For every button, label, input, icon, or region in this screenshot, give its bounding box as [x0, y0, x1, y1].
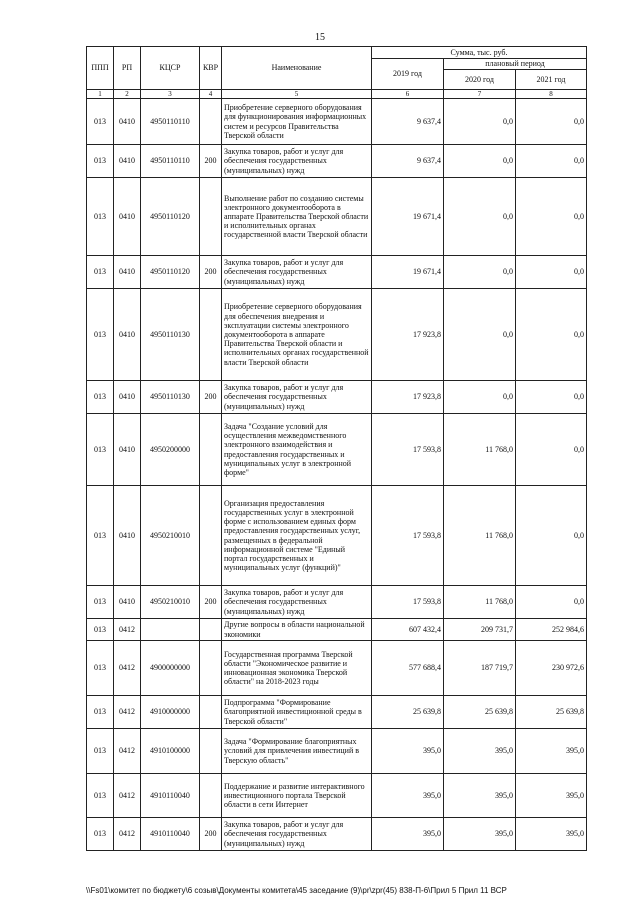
amount-2020-cell: 395,0	[444, 818, 516, 851]
ppp-cell: 013	[87, 486, 114, 586]
rp-cell: 0412	[114, 619, 141, 641]
rp-cell: 0412	[114, 818, 141, 851]
column-index-cell: 2	[114, 90, 141, 99]
ksr-cell: 4900000000	[141, 641, 200, 696]
amount-2020-cell: 11 768,0	[444, 414, 516, 486]
kvr-cell: 200	[200, 256, 222, 289]
amount-2019-cell: 395,0	[372, 729, 444, 774]
rp-cell: 0410	[114, 289, 141, 381]
kvr-cell	[200, 289, 222, 381]
col-kvr-header: КВР	[200, 47, 222, 90]
ppp-cell: 013	[87, 414, 114, 486]
table-row	[87, 619, 587, 641]
amount-2021-cell: 0,0	[516, 99, 587, 145]
amount-2020-cell: 0,0	[444, 145, 516, 178]
ppp-cell: 013	[87, 729, 114, 774]
ksr-cell: 4950110120	[141, 256, 200, 289]
amount-2021-cell: 0,0	[516, 289, 587, 381]
amount-2019-cell: 19 671,4	[372, 256, 444, 289]
ppp-cell: 013	[87, 818, 114, 851]
table-row	[87, 729, 587, 774]
amount-2020-cell: 0,0	[444, 256, 516, 289]
table-row	[87, 818, 587, 851]
kvr-cell	[200, 696, 222, 729]
kvr-cell	[200, 619, 222, 641]
amount-2019-cell: 607 432,4	[372, 619, 444, 641]
ksr-cell: 4950200000	[141, 414, 200, 486]
ppp-cell: 013	[87, 586, 114, 619]
column-index-row	[87, 90, 587, 99]
column-index-cell: 8	[516, 90, 587, 99]
amount-2021-cell: 0,0	[516, 256, 587, 289]
rp-cell: 0410	[114, 178, 141, 256]
amount-2021-cell: 0,0	[516, 381, 587, 414]
amount-2021-cell: 395,0	[516, 818, 587, 851]
kvr-cell	[200, 486, 222, 586]
amount-2019-cell: 17 923,8	[372, 289, 444, 381]
ksr-cell: 4910110040	[141, 818, 200, 851]
amount-2020-cell: 0,0	[444, 289, 516, 381]
rp-cell: 0412	[114, 696, 141, 729]
amount-2019-cell: 395,0	[372, 774, 444, 818]
table-row	[87, 586, 587, 619]
column-index-cell: 7	[444, 90, 516, 99]
amount-2021-cell: 0,0	[516, 586, 587, 619]
table-row	[87, 178, 587, 256]
amount-2020-cell: 209 731,7	[444, 619, 516, 641]
amount-2021-cell: 0,0	[516, 486, 587, 586]
kvr-cell: 200	[200, 818, 222, 851]
name-cell: Приобретение серверного оборудования для обеспечения внедрения и эксплуатации системы электронного документооборота в аппарате Правительства Тверской области и исполнительных органах государственной власти Тверской области	[222, 289, 372, 381]
table-body	[87, 99, 587, 851]
amount-2019-cell: 9 637,4	[372, 145, 444, 178]
col-rp-header: РП	[114, 47, 141, 90]
planned-period-header: плановый период	[444, 59, 587, 70]
kvr-cell	[200, 414, 222, 486]
rp-cell: 0410	[114, 99, 141, 145]
kvr-cell: 200	[200, 381, 222, 414]
kvr-cell: 200	[200, 145, 222, 178]
name-cell: Государственная программа Тверской области "Экономическое развитие и инновационная экономика Тверской области" на 2018-2023 годы	[222, 641, 372, 696]
amount-2019-cell: 17 593,8	[372, 486, 444, 586]
amount-2019-cell: 17 593,8	[372, 586, 444, 619]
column-index-cell: 3	[141, 90, 200, 99]
rp-cell: 0412	[114, 774, 141, 818]
table-row	[87, 774, 587, 818]
table-row	[87, 486, 587, 586]
amount-2021-cell: 395,0	[516, 774, 587, 818]
amount-2019-cell: 9 637,4	[372, 99, 444, 145]
year-2021-header: 2021 год	[516, 70, 587, 90]
amount-2020-cell: 0,0	[444, 178, 516, 256]
ppp-cell: 013	[87, 641, 114, 696]
rp-cell: 0410	[114, 381, 141, 414]
rp-cell: 0412	[114, 641, 141, 696]
name-cell: Закупка товаров, работ и услуг для обеспечения государственных (муниципальных) нужд	[222, 256, 372, 289]
ksr-cell	[141, 619, 200, 641]
rp-cell: 0410	[114, 586, 141, 619]
amount-2020-cell: 395,0	[444, 729, 516, 774]
kvr-cell	[200, 729, 222, 774]
name-cell: Закупка товаров, работ и услуг для обеспечения государственных (муниципальных) нужд	[222, 818, 372, 851]
amount-2020-cell: 395,0	[444, 774, 516, 818]
ksr-cell: 4910100000	[141, 729, 200, 774]
rp-cell: 0410	[114, 256, 141, 289]
ppp-cell: 013	[87, 696, 114, 729]
year-2019-header: 2019 год	[372, 59, 444, 90]
budget-table	[86, 46, 587, 851]
amount-2021-cell: 0,0	[516, 178, 587, 256]
table-row	[87, 99, 587, 145]
table-row	[87, 256, 587, 289]
amount-2020-cell: 187 719,7	[444, 641, 516, 696]
amount-2021-cell: 25 639,8	[516, 696, 587, 729]
footer-file-path: \\Fs01\комитет по бюджету\6 созыв\Документы комитета\45 заседание (9)\pr\zpr(45) 838-П-6\Прил 5 Прил 11 ВСР	[86, 886, 507, 895]
amount-2020-cell: 0,0	[444, 99, 516, 145]
amount-2019-cell: 395,0	[372, 818, 444, 851]
name-cell: Подпрограмма "Формирование благоприятной инвестиционной среды в Тверской области"	[222, 696, 372, 729]
amount-2019-cell: 17 593,8	[372, 414, 444, 486]
ksr-cell: 4950210010	[141, 586, 200, 619]
table-row	[87, 289, 587, 381]
column-index-cell: 6	[372, 90, 444, 99]
kvr-cell	[200, 641, 222, 696]
ppp-cell: 013	[87, 145, 114, 178]
ksr-cell: 4910110040	[141, 774, 200, 818]
rp-cell: 0410	[114, 145, 141, 178]
ksr-cell: 4950110120	[141, 178, 200, 256]
amount-2021-cell: 252 984,6	[516, 619, 587, 641]
rp-cell: 0412	[114, 729, 141, 774]
ppp-cell: 013	[87, 256, 114, 289]
table-row	[87, 696, 587, 729]
name-cell: Задача "Создание условий для осуществления межведомственного электронного взаимодействия и предоставления государственных и муниципальных услуг в электронной форме"	[222, 414, 372, 486]
amount-2020-cell: 25 639,8	[444, 696, 516, 729]
column-index-cell: 5	[222, 90, 372, 99]
amount-2019-cell: 577 688,4	[372, 641, 444, 696]
kvr-cell	[200, 178, 222, 256]
rp-cell: 0410	[114, 486, 141, 586]
name-cell: Закупка товаров, работ и услуг для обеспечения государственных (муниципальных) нужд	[222, 586, 372, 619]
amount-2020-cell: 11 768,0	[444, 586, 516, 619]
ppp-cell: 013	[87, 381, 114, 414]
name-cell: Закупка товаров, работ и услуг для обеспечения государственных (муниципальных) нужд	[222, 145, 372, 178]
amount-2021-cell: 0,0	[516, 414, 587, 486]
table-row	[87, 414, 587, 486]
ksr-cell: 4910000000	[141, 696, 200, 729]
col-name-header: Наименование	[222, 47, 372, 90]
table-row	[87, 641, 587, 696]
kvr-cell	[200, 774, 222, 818]
amount-2020-cell: 0,0	[444, 381, 516, 414]
ksr-cell: 4950210010	[141, 486, 200, 586]
ppp-cell: 013	[87, 774, 114, 818]
ksr-cell: 4950110110	[141, 145, 200, 178]
ppp-cell: 013	[87, 619, 114, 641]
name-cell: Организация предоставления государственных услуг в электронной форме с использованием единых форм предоставления государственных услуг, размещенных в федеральной информационной системе "Единый портал государственных и муниципальных услуг (функций)"	[222, 486, 372, 586]
amount-2019-cell: 19 671,4	[372, 178, 444, 256]
name-cell: Задача "Формирование благоприятных условий для привлечения инвестиций в Тверскую область"	[222, 729, 372, 774]
col-ksr-header: КЦСР	[141, 47, 200, 90]
amount-2021-cell: 230 972,6	[516, 641, 587, 696]
sum-header: Сумма, тыс. руб.	[372, 47, 587, 59]
name-cell: Закупка товаров, работ и услуг для обеспечения государственных (муниципальных) нужд	[222, 381, 372, 414]
amount-2020-cell: 11 768,0	[444, 486, 516, 586]
ppp-cell: 013	[87, 178, 114, 256]
name-cell: Другие вопросы в области национальной экономики	[222, 619, 372, 641]
amount-2019-cell: 17 923,8	[372, 381, 444, 414]
year-2020-header: 2020 год	[444, 70, 516, 90]
name-cell: Приобретение серверного оборудования для функционирования информационных систем и ресурсов Правительства Тверской области	[222, 99, 372, 145]
kvr-cell	[200, 99, 222, 145]
amount-2019-cell: 25 639,8	[372, 696, 444, 729]
page-number: 15	[315, 32, 325, 43]
table-row	[87, 381, 587, 414]
ppp-cell: 013	[87, 289, 114, 381]
column-index-cell: 4	[200, 90, 222, 99]
kvr-cell: 200	[200, 586, 222, 619]
ppp-cell: 013	[87, 99, 114, 145]
ksr-cell: 4950110110	[141, 99, 200, 145]
column-index-cell: 1	[87, 90, 114, 99]
ksr-cell: 4950110130	[141, 289, 200, 381]
ksr-cell: 4950110130	[141, 381, 200, 414]
name-cell: Поддержание и развитие интерактивного инвестиционного портала Тверской области в сети Интернет	[222, 774, 372, 818]
amount-2021-cell: 0,0	[516, 145, 587, 178]
amount-2021-cell: 395,0	[516, 729, 587, 774]
table-row	[87, 145, 587, 178]
rp-cell: 0410	[114, 414, 141, 486]
col-ppp-header: ППП	[87, 47, 114, 90]
name-cell: Выполнение работ по созданию системы электронного документооборота в аппарате Правительства Тверской области и исполнительных органах государственной власти Тверской области	[222, 178, 372, 256]
